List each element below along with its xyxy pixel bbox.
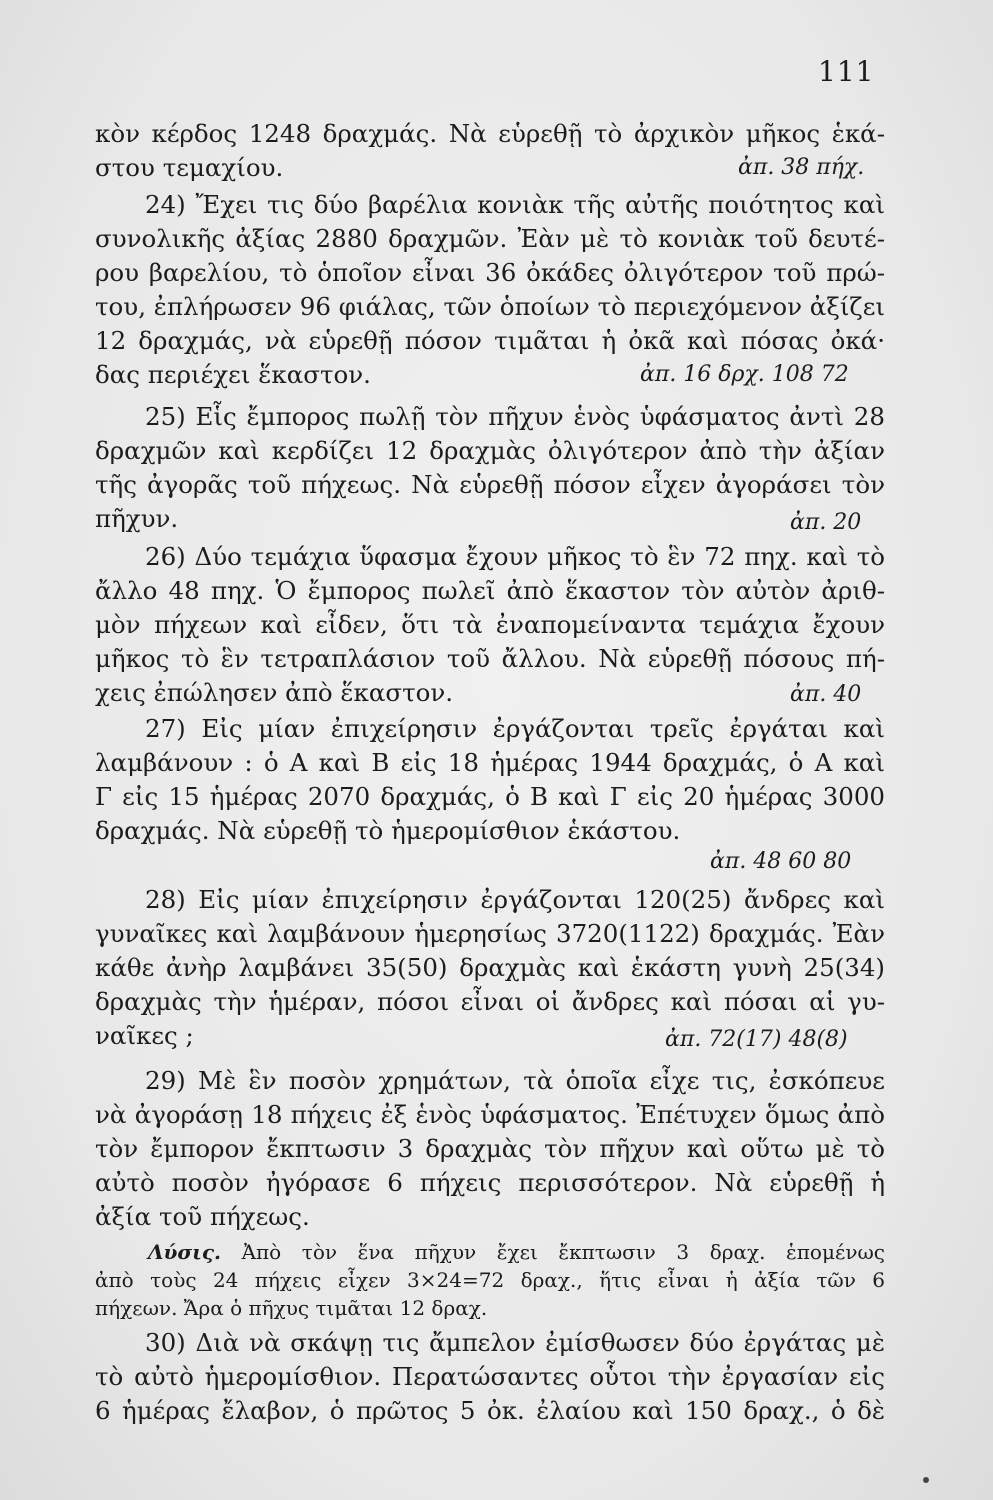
page-number: 111 <box>818 55 875 88</box>
text-line: λαμβάνουν : ὁ Α καὶ Β εἰς 18 ἡμέρας 1944 δραχμάς, ὁ Α καὶ <box>95 748 885 777</box>
answer-text: ἀπ. 20 <box>790 510 862 535</box>
answer-text: ἀπ. 48 60 80 <box>710 849 852 874</box>
text-line: νὰ ἀγοράσῃ 18 πήχεις ἐξ ἑνὸς ὑφάσματος. Ἐπέτυχεν ὅμως ἀπὸ <box>95 1100 885 1129</box>
problem-27-line: 27) Εἰς μίαν ἐπιχείρησιν ἐργάζονται τρεῖς ἐργάται καὶ <box>145 714 885 743</box>
problem-30-line: 30) Διὰ νὰ σκάψῃ τις ἄμπελον ἐμίσθωσεν δύο ἐργάτας μὲ <box>145 1328 885 1357</box>
text-line: δραχμῶν καὶ κερδίζει 12 δραχμὰς ὀλιγότερον ἀπὸ τὴν ἀξίαν <box>95 436 885 465</box>
text-line: μὸν πήχεων καὶ εἶδεν, ὅτι τὰ ἐναπομείναντα τεμάχια ἔχουν <box>95 610 885 639</box>
text-line: του, ἐπλήρωσεν 96 φιάλας, τῶν ὁποίων τὸ περιεχόμενον ἀξίζει <box>95 292 885 321</box>
solution-label: Λύσις. <box>148 1240 221 1264</box>
solution-line <box>148 1238 885 1266</box>
text-line: ἄλλο 48 πηχ. Ὁ ἔμπορος πωλεῖ ἀπὸ ἕκαστον τὸν αὐτὸν ἀριθ- <box>95 576 885 605</box>
text-line: συνολικῆς ἀξίας 2880 δραχμῶν. Ἐὰν μὲ τὸ κονιὰκ τοῦ δευτέ- <box>95 224 885 253</box>
text-line: δραχμὰς τὴν ἡμέραν, πόσοι εἶναι οἱ ἄνδρες καὶ πόσαι αἱ γυ- <box>95 987 885 1016</box>
problem-26-line: 26) Δύο τεμάχια ὕφασμα ἔχουν μῆκος τὸ ἓν 72 πηχ. καὶ τὸ <box>145 542 885 571</box>
solution-line: πήχεων. Ἄρα ὁ πῆχυς τιμᾶται 12 δραχ. <box>95 1296 488 1320</box>
answer-text: ἀπ. 38 πήχ. <box>738 155 865 180</box>
text-line: ναῖκες ; <box>95 1021 194 1050</box>
text-line: κὸν κέρδος 1248 δραχμάς. Νὰ εὑρεθῇ τὸ ἀρχικὸν μῆκος ἑκά- <box>95 119 885 148</box>
problem-28-line: 28) Εἰς μίαν ἐπιχείρησιν ἐργάζονται 120(25) ἄνδρες καὶ <box>145 885 885 914</box>
text-line: ἀξία τοῦ πήχεως. <box>95 1202 310 1231</box>
text-line: τὸ αὐτὸ ἡμερομίσθιον. Περατώσαντες οὗτοι τὴν ἐργασίαν εἰς <box>95 1362 885 1391</box>
text-line: τὸν ἔμπορον ἔκπτωσιν 3 δραχμὰς τὸν πῆχυν καὶ οὕτω μὲ τὸ <box>95 1134 885 1163</box>
problem-24-line: 24) Ἔχει τις δύο βαρέλια κονιὰκ τῆς αὐτῆς ποιότητος καὶ <box>145 190 885 219</box>
answer-text: ἀπ. 16 δρχ. 108 72 <box>640 362 849 387</box>
answer-text: ἀπ. 72(17) 48(8) <box>665 1027 848 1052</box>
answer-text: ἀπ. 40 <box>790 682 862 707</box>
text-line: 6 ἡμέρας ἔλαβον, ὁ πρῶτος 5 ὀκ. ἐλαίου καὶ 150 δραχ., ὁ δὲ <box>95 1396 885 1425</box>
solution-line: ἀπὸ τοὺς 24 πήχεις εἶχεν 3×24=72 δραχ., ἥτις εἶναι ἡ ἀξία τῶν 6 <box>95 1268 885 1292</box>
ink-speck <box>923 1477 929 1483</box>
text-line: Γ εἰς 15 ἡμέρας 2070 δραχμάς, ὁ Β καὶ Γ εἰς 20 ἡμέρας 3000 <box>95 782 885 811</box>
text-line: χεις ἐπώλησεν ἀπὸ ἕκαστον. <box>95 678 454 707</box>
text-line: κάθε ἀνὴρ λαμβάνει 35(50) δραχμὰς καὶ ἑκάστη γυνὴ 25(34) <box>95 953 885 982</box>
text-line: δας περιέχει ἕκαστον. <box>95 360 371 389</box>
text-line: 12 δραχμάς, νὰ εὑρεθῇ πόσον τιμᾶται ἡ ὀκᾶ καὶ πόσας ὀκά· <box>95 326 885 355</box>
problem-29-line: 29) Μὲ ἓν ποσὸν χρημάτων, τὰ ὁποῖα εἶχε τις, ἐσκόπευε <box>145 1066 885 1095</box>
text-line: πῆχυν. <box>95 504 179 533</box>
text-line: γυναῖκες καὶ λαμβάνουν ἡμερησίως 3720(1122) δραχμάς. Ἐὰν <box>95 919 885 948</box>
solution-text: Ἀπὸ τὸν ἕνα πῆχυν ἔχει ἔκπτωσιν 3 δραχ. ἑπομένως <box>241 1240 886 1264</box>
text-line: ρου βαρελίου, τὸ ὁποῖον εἶναι 36 ὀκάδες ὀλιγότερον τοῦ πρώ- <box>95 258 885 287</box>
text-line: αὐτὸ ποσὸν ἠγόρασε 6 πήχεις περισσότερον. Νὰ εὑρεθῇ ἡ <box>95 1168 885 1197</box>
text-line: τῆς ἀγορᾶς τοῦ πήχεως. Νὰ εὑρεθῇ πόσον εἶχεν ἀγοράσει τὸν <box>95 470 885 499</box>
problem-25-line: 25) Εἷς ἔμπορος πωλῇ τὸν πῆχυν ἑνὸς ὑφάσματος ἀντὶ 28 <box>145 402 885 431</box>
text-line: μῆκος τὸ ἓν τετραπλάσιον τοῦ ἄλλου. Νὰ εὑρεθῇ πόσους πή- <box>95 644 885 673</box>
text-line: στου τεμαχίου. <box>95 153 284 182</box>
text-line: δραχμάς. Νὰ εὑρεθῇ τὸ ἡμερομίσθιον ἑκάστου. <box>95 816 681 845</box>
